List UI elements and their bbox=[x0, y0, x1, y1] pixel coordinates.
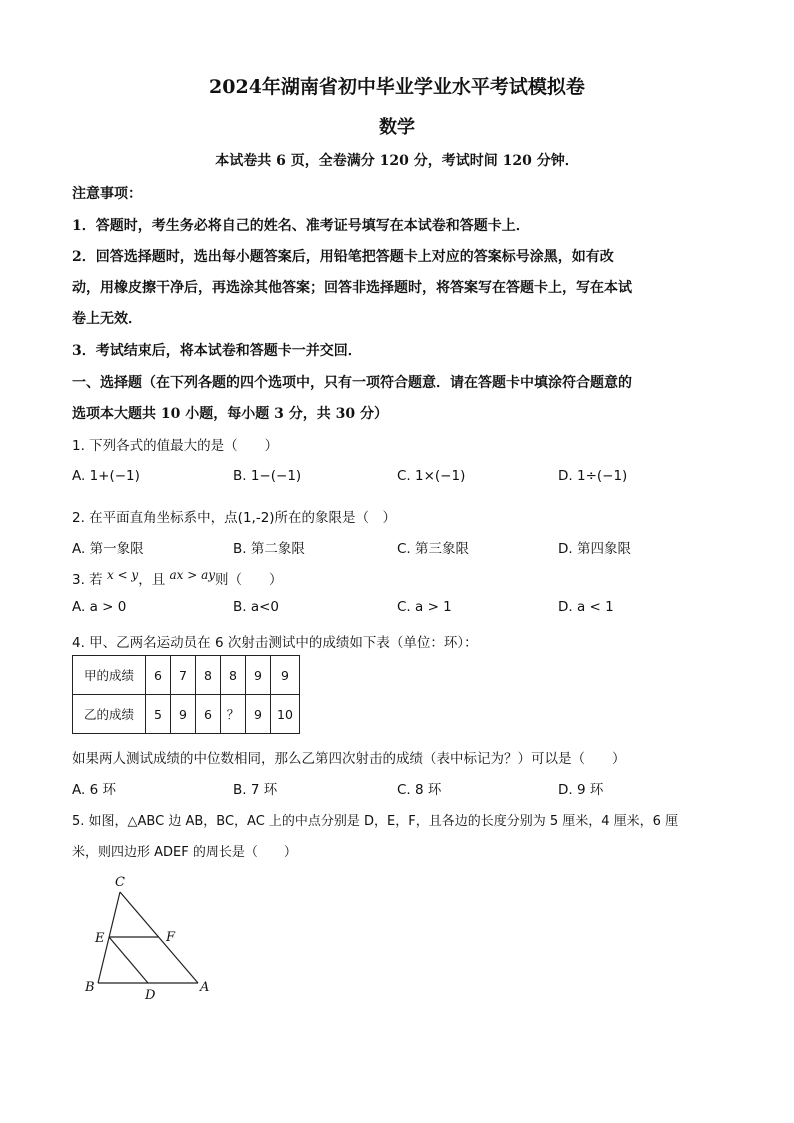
table-cell: 9 bbox=[271, 656, 300, 695]
q4-option-d: D. 9 环 bbox=[558, 782, 604, 798]
q1-stem: 1. 下列各式的值最大的是（ ） bbox=[72, 438, 279, 454]
q3-condition-2: ax > ay bbox=[169, 568, 216, 582]
table-cell: 9 bbox=[171, 695, 196, 734]
q3-condition-1: x < y bbox=[106, 568, 139, 582]
q1-option-d: D. 1÷(−1) bbox=[558, 468, 628, 484]
q1-option-c: C. 1×(−1) bbox=[397, 468, 466, 484]
q4-option-c: C. 8 环 bbox=[397, 782, 442, 798]
page-title: 2024年湖南省初中毕业学业水平考试模拟卷 bbox=[209, 76, 585, 98]
table-cell: ？ bbox=[221, 695, 246, 734]
label-a: A bbox=[200, 980, 210, 995]
table-cell: 7 bbox=[171, 656, 196, 695]
q2-option-d: D. 第四象限 bbox=[558, 541, 631, 557]
q4-option-b: B. 7 环 bbox=[233, 782, 278, 798]
q3-mid: ，且 bbox=[138, 572, 166, 588]
table-cell: 6 bbox=[146, 656, 171, 695]
label-f: F bbox=[166, 930, 176, 945]
note-2-line-2: 动，用橡皮擦干净后，再选涂其他答案；回答非选择题时，将答案写在答题卡上，写在本试 bbox=[72, 280, 632, 296]
table-row-label: 乙的成绩 bbox=[73, 695, 146, 734]
scores-table bbox=[72, 655, 300, 734]
label-d: D bbox=[145, 988, 156, 1003]
table-cell: 8 bbox=[221, 656, 246, 695]
q5-stem-line-1: 5. 如图，△ABC 边 AB，BC，AC 上的中点分别是 D，E，F，且各边的长度分别为 5 厘米，4 厘米，6 厘 bbox=[72, 814, 679, 829]
table-row-label: 甲的成绩 bbox=[73, 656, 146, 695]
q3-stem bbox=[72, 568, 283, 588]
label-c: C bbox=[115, 875, 125, 890]
triangle-figure bbox=[80, 870, 230, 1005]
q2-option-b: B. 第二象限 bbox=[233, 541, 305, 557]
table-cell: 9 bbox=[246, 656, 271, 695]
segment-ed bbox=[109, 937, 148, 983]
note-2-line-3: 卷上无效． bbox=[72, 311, 142, 327]
note-1: 1．答题时，考生务必将自己的姓名、准考证号填写在本试卷和答题卡上． bbox=[72, 218, 530, 234]
table-cell: 6 bbox=[196, 695, 221, 734]
table-row bbox=[73, 656, 300, 695]
q1-option-a: A. 1+(−1) bbox=[72, 468, 140, 484]
q4-option-a: A. 6 环 bbox=[72, 782, 116, 798]
notes-heading: 注意事项： bbox=[72, 186, 142, 202]
label-b: B bbox=[85, 980, 95, 995]
section-heading-line-1: 一、选择题（在下列各题的四个选项中，只有一项符合题意．请在答题卡中填涂符合题意的 bbox=[72, 375, 632, 391]
q3-suffix: 则（ ） bbox=[215, 572, 283, 588]
subject-title: 数学 bbox=[379, 117, 415, 138]
q1-option-b: B. 1−(−1) bbox=[233, 468, 302, 484]
q4-stem: 4. 甲、乙两名运动员在 6 次射击测试中的成绩如下表（单位：环）： bbox=[72, 635, 478, 651]
q3-prefix: 3. 若 bbox=[72, 572, 103, 588]
q3-option-c: C. a > 1 bbox=[397, 599, 452, 615]
q3-option-b: B. a<0 bbox=[233, 599, 280, 615]
note-2-line-1: 2．回答选择题时，选出每小题答案后，用铅笔把答题卡上对应的答案标号涂黑，如有改 bbox=[72, 249, 614, 265]
note-3: 3．考试结束后，将本试卷和答题卡一并交回． bbox=[72, 343, 362, 359]
q3-option-d: D. a < 1 bbox=[558, 599, 614, 615]
section-heading-line-2: 选项本大题共 10 小题，每小题 3 分，共 30 分） bbox=[72, 406, 388, 422]
table-cell: 8 bbox=[196, 656, 221, 695]
q4-follow-up: 如果两人测试成绩的中位数相同，那么乙第四次射击的成绩（表中标记为？）可以是（ ） bbox=[72, 751, 626, 767]
label-e: E bbox=[95, 931, 105, 946]
table-cell: 9 bbox=[246, 695, 271, 734]
table-row bbox=[73, 695, 300, 734]
q2-option-a: A. 第一象限 bbox=[72, 541, 144, 557]
table-cell: 5 bbox=[146, 695, 171, 734]
q2-option-c: C. 第三象限 bbox=[397, 541, 470, 557]
q2-stem: 2. 在平面直角坐标系中，点(1,-2)所在的象限是（ ） bbox=[72, 510, 397, 526]
q5-stem-line-2: 米，则四边形 ADEF 的周长是（ ） bbox=[72, 845, 297, 860]
exam-info: 本试卷共 6 页，全卷满分 120 分，考试时间 120 分钟． bbox=[215, 153, 579, 169]
q3-option-a: A. a > 0 bbox=[72, 599, 127, 615]
table-cell: 10 bbox=[271, 695, 300, 734]
